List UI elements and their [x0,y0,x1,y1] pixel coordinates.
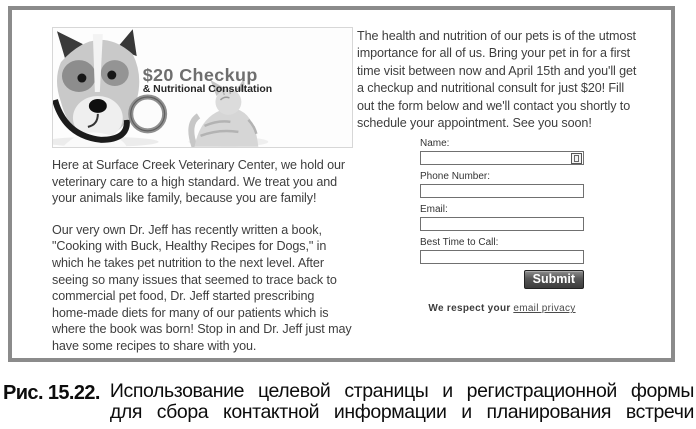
email-label: Email: [420,204,448,216]
left-column [52,27,355,355]
intro-paragraph-2: Our very own Dr. Jeff has recently written a book, "Cooking with Buck, Healthy Recipes for Dogs," in which he takes pet nutrition to the next level. After seeing so many issues that seemed to trace back to commercial pet food, Dr. Jeff started prescribing home-made diets for many of our patients which is where the book was born! Stop in and Dr. Jeff just may have some recipes to share with you. [52,222,352,353]
banner-illustration [53,28,352,147]
banner-headline: $20 Checkup [142,65,258,86]
privacy-text: We respect your [428,303,511,315]
best-time-label: Best Time to Call: [420,237,499,249]
email-privacy-link[interactable]: email privacy [513,303,576,315]
submit-button[interactable]: Submit [524,270,584,289]
landing-page-screenshot [8,6,675,362]
name-label: Name: [420,138,450,150]
phone-label: Phone Number: [420,171,491,183]
figure-number: Рис. 15.22. [3,382,100,404]
offer-paragraph: The health and nutrition of our pets is of the utmost importance for all of us. Bring your pet in for a first time visit between now and April 15th and you'll get a checkup and nutritional consult for just $20! Fill out the form below and we'll contact you shortly to schedule your appointment. See you soon! [357,29,637,131]
banner-subheadline: & Nutritional Consultation [142,83,273,95]
privacy-note [420,303,584,314]
intro-paragraph-1: Here at Surface Creek Veterinary Center, we hold our veterinary care to a high standard. We treat you and your animals like family, because you are family! [52,158,346,206]
name-input[interactable] [420,151,584,165]
right-column [357,28,649,314]
promo-banner [52,27,353,148]
figure-caption-text: Использование целевой страницы и регистрационной формы для сбора контактной информации и планирования встречи [109,380,694,423]
signup-form [420,138,584,314]
best-time-input[interactable] [420,250,584,264]
phone-input[interactable] [420,184,584,198]
email-input[interactable] [420,217,584,231]
figure-caption [3,381,694,423]
autofill-icon[interactable] [571,153,582,164]
